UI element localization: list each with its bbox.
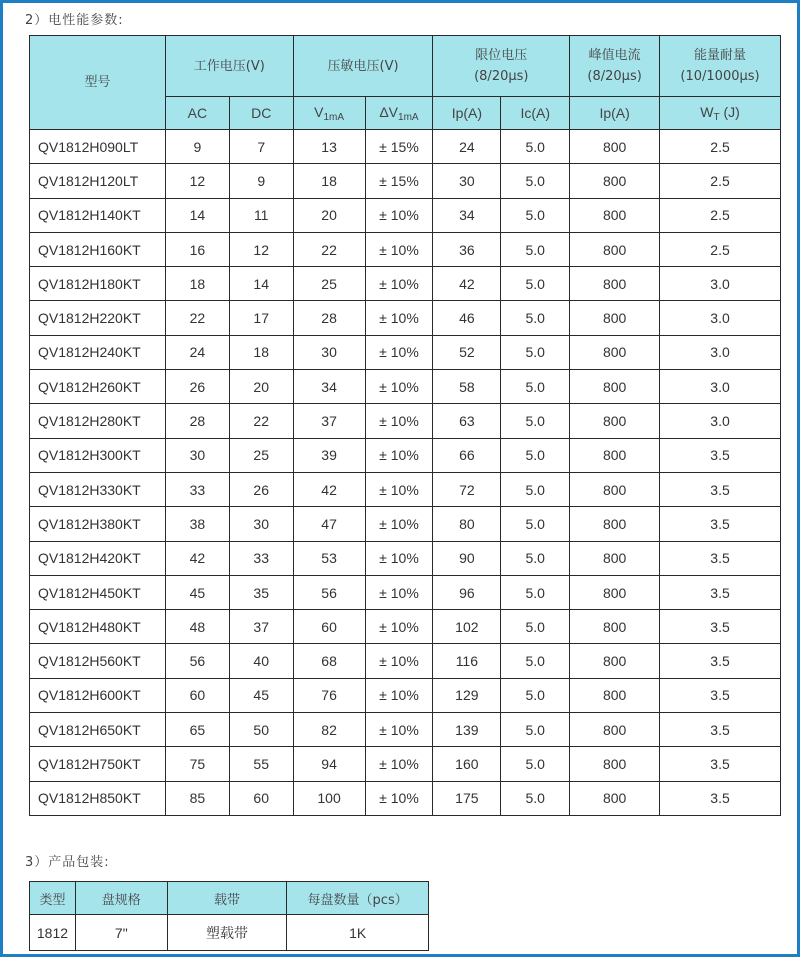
cell-ic: 5.0 bbox=[501, 301, 570, 335]
cell-ip-peak: 800 bbox=[570, 713, 660, 747]
table-row bbox=[30, 232, 781, 266]
cell-ic: 5.0 bbox=[501, 335, 570, 369]
packaging-header-row bbox=[30, 882, 429, 915]
cell-ip-peak: 800 bbox=[570, 164, 660, 198]
cell-dc: 35 bbox=[229, 575, 293, 609]
cell-ip-peak: 800 bbox=[570, 644, 660, 678]
cell-ac: 48 bbox=[165, 610, 229, 644]
cell-v1ma: 25 bbox=[293, 267, 365, 301]
cell-ic: 5.0 bbox=[501, 438, 570, 472]
table-row bbox=[30, 575, 781, 609]
cell-ic: 5.0 bbox=[501, 575, 570, 609]
cell-model: QV1812H330KT bbox=[30, 472, 166, 506]
cell-model: QV1812H750KT bbox=[30, 747, 166, 781]
cell-model: QV1812H120LT bbox=[30, 164, 166, 198]
table-row bbox=[30, 472, 781, 506]
cell-dv1ma: ± 10% bbox=[365, 747, 433, 781]
cell-ip: 52 bbox=[433, 335, 501, 369]
cell-ac: 56 bbox=[165, 644, 229, 678]
cell-dv1ma: ± 10% bbox=[365, 370, 433, 404]
spec-table-body bbox=[30, 130, 781, 816]
header-ip-peak: Ip(A) bbox=[570, 97, 660, 130]
pack-tape: 塑载带 bbox=[167, 915, 287, 951]
cell-ic: 5.0 bbox=[501, 541, 570, 575]
cell-dv1ma: ± 10% bbox=[365, 198, 433, 232]
cell-dc: 7 bbox=[229, 130, 293, 164]
cell-v1ma: 20 bbox=[293, 198, 365, 232]
header-energy bbox=[660, 36, 781, 97]
cell-ac: 24 bbox=[165, 335, 229, 369]
cell-wt: 3.0 bbox=[660, 301, 781, 335]
cell-dc: 40 bbox=[229, 644, 293, 678]
cell-dc: 9 bbox=[229, 164, 293, 198]
cell-ip: 102 bbox=[433, 610, 501, 644]
cell-ac: 22 bbox=[165, 301, 229, 335]
cell-model: QV1812H650KT bbox=[30, 713, 166, 747]
cell-ip: 160 bbox=[433, 747, 501, 781]
cell-v1ma: 94 bbox=[293, 747, 365, 781]
header-working-voltage: 工作电压(V) bbox=[165, 36, 293, 97]
cell-ip: 30 bbox=[433, 164, 501, 198]
cell-dv1ma: ± 10% bbox=[365, 610, 433, 644]
cell-dv1ma: ± 10% bbox=[365, 644, 433, 678]
cell-ic: 5.0 bbox=[501, 747, 570, 781]
cell-ic: 5.0 bbox=[501, 232, 570, 266]
peak-title: 峰值电流 bbox=[588, 48, 641, 63]
cell-ic: 5.0 bbox=[501, 472, 570, 506]
header-varistor-voltage: 压敏电压(V) bbox=[293, 36, 433, 97]
cell-wt: 3.0 bbox=[660, 404, 781, 438]
dv1ma-main: ΔV bbox=[379, 103, 399, 120]
cell-v1ma: 56 bbox=[293, 575, 365, 609]
cell-v1ma: 68 bbox=[293, 644, 365, 678]
cell-dv1ma: ± 10% bbox=[365, 781, 433, 815]
cell-ac: 28 bbox=[165, 404, 229, 438]
cell-model: QV1812H240KT bbox=[30, 335, 166, 369]
pack-header-quantity: 每盘数量（pcs） bbox=[287, 882, 429, 915]
table-row bbox=[30, 678, 781, 712]
cell-dv1ma: ± 10% bbox=[365, 232, 433, 266]
header-ic: Ic(A) bbox=[501, 97, 570, 130]
cell-wt: 3.5 bbox=[660, 781, 781, 815]
cell-dc: 50 bbox=[229, 713, 293, 747]
cell-wt: 3.5 bbox=[660, 678, 781, 712]
cell-dv1ma: ± 10% bbox=[365, 438, 433, 472]
pack-header-reel: 盘规格 bbox=[75, 882, 167, 915]
cell-ac: 85 bbox=[165, 781, 229, 815]
cell-wt: 2.5 bbox=[660, 232, 781, 266]
energy-title: 能量耐量 bbox=[694, 48, 747, 63]
cell-dc: 18 bbox=[229, 335, 293, 369]
table-row bbox=[30, 644, 781, 678]
cell-v1ma: 34 bbox=[293, 370, 365, 404]
cell-v1ma: 13 bbox=[293, 130, 365, 164]
wt-unit: (J) bbox=[719, 103, 740, 120]
table-row bbox=[30, 541, 781, 575]
cell-ac: 65 bbox=[165, 713, 229, 747]
cell-ip: 46 bbox=[433, 301, 501, 335]
header-clamp-voltage bbox=[433, 36, 570, 97]
cell-model: QV1812H600KT bbox=[30, 678, 166, 712]
cell-dv1ma: ± 10% bbox=[365, 301, 433, 335]
cell-dv1ma: ± 10% bbox=[365, 335, 433, 369]
cell-ip: 58 bbox=[433, 370, 501, 404]
cell-ip-peak: 800 bbox=[570, 472, 660, 506]
cell-model: QV1812H180KT bbox=[30, 267, 166, 301]
cell-v1ma: 42 bbox=[293, 472, 365, 506]
table-row bbox=[30, 335, 781, 369]
cell-ic: 5.0 bbox=[501, 781, 570, 815]
header-peak-current bbox=[570, 36, 660, 97]
cell-ac: 18 bbox=[165, 267, 229, 301]
cell-ip-peak: 800 bbox=[570, 335, 660, 369]
table-row bbox=[30, 301, 781, 335]
cell-v1ma: 76 bbox=[293, 678, 365, 712]
table-row bbox=[30, 404, 781, 438]
cell-ip: 139 bbox=[433, 713, 501, 747]
cell-wt: 3.5 bbox=[660, 644, 781, 678]
header-row-main bbox=[30, 36, 781, 97]
cell-dc: 25 bbox=[229, 438, 293, 472]
cell-dv1ma: ± 10% bbox=[365, 541, 433, 575]
cell-wt: 3.5 bbox=[660, 472, 781, 506]
cell-model: QV1812H480KT bbox=[30, 610, 166, 644]
cell-wt: 3.5 bbox=[660, 713, 781, 747]
cell-ac: 38 bbox=[165, 507, 229, 541]
cell-ip: 116 bbox=[433, 644, 501, 678]
cell-ac: 9 bbox=[165, 130, 229, 164]
cell-ac: 60 bbox=[165, 678, 229, 712]
section-title-packaging: 3）产品包装: bbox=[25, 855, 110, 870]
cell-ac: 26 bbox=[165, 370, 229, 404]
header-wt bbox=[660, 97, 781, 130]
cell-ic: 5.0 bbox=[501, 267, 570, 301]
section-title-electrical: 2）电性能参数: bbox=[25, 13, 124, 28]
pack-type: 1812 bbox=[30, 915, 76, 951]
cell-wt: 3.0 bbox=[660, 267, 781, 301]
pack-quantity: 1K bbox=[287, 915, 429, 951]
cell-dv1ma: ± 10% bbox=[365, 472, 433, 506]
cell-dc: 60 bbox=[229, 781, 293, 815]
cell-model: QV1812H450KT bbox=[30, 575, 166, 609]
cell-ip-peak: 800 bbox=[570, 747, 660, 781]
cell-wt: 3.5 bbox=[660, 541, 781, 575]
cell-ic: 5.0 bbox=[501, 130, 570, 164]
header-model: 型号 bbox=[30, 36, 166, 130]
cell-ip: 36 bbox=[433, 232, 501, 266]
table-row bbox=[30, 507, 781, 541]
cell-ic: 5.0 bbox=[501, 404, 570, 438]
cell-ac: 45 bbox=[165, 575, 229, 609]
cell-v1ma: 82 bbox=[293, 713, 365, 747]
cell-model: QV1812H420KT bbox=[30, 541, 166, 575]
cell-wt: 3.0 bbox=[660, 335, 781, 369]
cell-wt: 3.5 bbox=[660, 747, 781, 781]
cell-dc: 33 bbox=[229, 541, 293, 575]
pack-header-tape: 载带 bbox=[167, 882, 287, 915]
wt-sub: T bbox=[713, 111, 720, 123]
cell-ip-peak: 800 bbox=[570, 678, 660, 712]
cell-ac: 75 bbox=[165, 747, 229, 781]
spec-table bbox=[29, 35, 781, 816]
cell-ip-peak: 800 bbox=[570, 370, 660, 404]
cell-ip-peak: 800 bbox=[570, 267, 660, 301]
table-row bbox=[30, 130, 781, 164]
cell-model: QV1812H260KT bbox=[30, 370, 166, 404]
cell-dc: 37 bbox=[229, 610, 293, 644]
cell-v1ma: 22 bbox=[293, 232, 365, 266]
cell-model: QV1812H380KT bbox=[30, 507, 166, 541]
pack-header-type: 类型 bbox=[30, 882, 76, 915]
cell-model: QV1812H280KT bbox=[30, 404, 166, 438]
cell-ip: 80 bbox=[433, 507, 501, 541]
v1ma-sub: 1mA bbox=[323, 111, 345, 123]
cell-ip: 66 bbox=[433, 438, 501, 472]
table-row bbox=[30, 747, 781, 781]
cell-ic: 5.0 bbox=[501, 370, 570, 404]
cell-ip: 175 bbox=[433, 781, 501, 815]
cell-dc: 11 bbox=[229, 198, 293, 232]
cell-v1ma: 53 bbox=[293, 541, 365, 575]
cell-dc: 20 bbox=[229, 370, 293, 404]
energy-sub: (10/1000μs) bbox=[680, 69, 760, 84]
cell-ic: 5.0 bbox=[501, 678, 570, 712]
cell-dv1ma: ± 15% bbox=[365, 130, 433, 164]
cell-wt: 2.5 bbox=[660, 198, 781, 232]
cell-ip: 42 bbox=[433, 267, 501, 301]
packaging-row bbox=[30, 915, 429, 951]
cell-ip: 90 bbox=[433, 541, 501, 575]
cell-dc: 22 bbox=[229, 404, 293, 438]
pack-reel: 7" bbox=[75, 915, 167, 951]
header-ip: Ip(A) bbox=[433, 97, 501, 130]
cell-wt: 3.5 bbox=[660, 507, 781, 541]
cell-dv1ma: ± 10% bbox=[365, 575, 433, 609]
cell-ic: 5.0 bbox=[501, 198, 570, 232]
cell-ip: 72 bbox=[433, 472, 501, 506]
cell-dc: 17 bbox=[229, 301, 293, 335]
header-dc: DC bbox=[229, 97, 293, 130]
cell-wt: 3.5 bbox=[660, 610, 781, 644]
table-row bbox=[30, 198, 781, 232]
v1ma-main: V bbox=[314, 103, 324, 120]
cell-ip: 34 bbox=[433, 198, 501, 232]
cell-dv1ma: ± 10% bbox=[365, 267, 433, 301]
cell-ip-peak: 800 bbox=[570, 781, 660, 815]
cell-wt: 2.5 bbox=[660, 130, 781, 164]
cell-dv1ma: ± 10% bbox=[365, 507, 433, 541]
table-row bbox=[30, 370, 781, 404]
table-row bbox=[30, 781, 781, 815]
peak-sub: (8/20μs) bbox=[587, 69, 642, 84]
table-row bbox=[30, 438, 781, 472]
cell-dc: 45 bbox=[229, 678, 293, 712]
table-row bbox=[30, 267, 781, 301]
cell-model: QV1812H560KT bbox=[30, 644, 166, 678]
cell-ip-peak: 800 bbox=[570, 541, 660, 575]
cell-ip: 24 bbox=[433, 130, 501, 164]
cell-ip-peak: 800 bbox=[570, 507, 660, 541]
cell-model: QV1812H090LT bbox=[30, 130, 166, 164]
cell-ic: 5.0 bbox=[501, 713, 570, 747]
header-dv1ma bbox=[365, 97, 433, 130]
cell-ip-peak: 800 bbox=[570, 198, 660, 232]
cell-dc: 55 bbox=[229, 747, 293, 781]
cell-v1ma: 30 bbox=[293, 335, 365, 369]
clamp-title: 限位电压 bbox=[475, 48, 528, 63]
cell-model: QV1812H220KT bbox=[30, 301, 166, 335]
cell-wt: 3.5 bbox=[660, 438, 781, 472]
cell-wt: 3.5 bbox=[660, 575, 781, 609]
clamp-sub: (8/20μs) bbox=[474, 69, 529, 84]
cell-v1ma: 100 bbox=[293, 781, 365, 815]
cell-ip-peak: 800 bbox=[570, 438, 660, 472]
cell-model: QV1812H140KT bbox=[30, 198, 166, 232]
cell-wt: 2.5 bbox=[660, 164, 781, 198]
wt-main: W bbox=[700, 103, 714, 120]
cell-ip: 129 bbox=[433, 678, 501, 712]
cell-ip-peak: 800 bbox=[570, 404, 660, 438]
table-row bbox=[30, 164, 781, 198]
cell-v1ma: 28 bbox=[293, 301, 365, 335]
cell-ac: 14 bbox=[165, 198, 229, 232]
cell-ip: 63 bbox=[433, 404, 501, 438]
cell-ip-peak: 800 bbox=[570, 610, 660, 644]
cell-ac: 42 bbox=[165, 541, 229, 575]
header-ac: AC bbox=[165, 97, 229, 130]
cell-dc: 26 bbox=[229, 472, 293, 506]
cell-ac: 12 bbox=[165, 164, 229, 198]
cell-model: QV1812H160KT bbox=[30, 232, 166, 266]
cell-ic: 5.0 bbox=[501, 610, 570, 644]
cell-ac: 30 bbox=[165, 438, 229, 472]
cell-wt: 3.0 bbox=[660, 370, 781, 404]
cell-model: QV1812H850KT bbox=[30, 781, 166, 815]
table-row bbox=[30, 713, 781, 747]
cell-v1ma: 37 bbox=[293, 404, 365, 438]
cell-v1ma: 18 bbox=[293, 164, 365, 198]
dv1ma-sub: 1mA bbox=[398, 111, 419, 123]
cell-v1ma: 47 bbox=[293, 507, 365, 541]
cell-model: QV1812H300KT bbox=[30, 438, 166, 472]
cell-dv1ma: ± 15% bbox=[365, 164, 433, 198]
cell-ip-peak: 800 bbox=[570, 130, 660, 164]
cell-ip-peak: 800 bbox=[570, 575, 660, 609]
cell-ip-peak: 800 bbox=[570, 301, 660, 335]
table-row bbox=[30, 610, 781, 644]
cell-ip: 96 bbox=[433, 575, 501, 609]
cell-ip-peak: 800 bbox=[570, 232, 660, 266]
cell-v1ma: 39 bbox=[293, 438, 365, 472]
header-v1ma bbox=[293, 97, 365, 130]
cell-ac: 33 bbox=[165, 472, 229, 506]
cell-ac: 16 bbox=[165, 232, 229, 266]
cell-ic: 5.0 bbox=[501, 507, 570, 541]
cell-dc: 12 bbox=[229, 232, 293, 266]
cell-dc: 30 bbox=[229, 507, 293, 541]
cell-dc: 14 bbox=[229, 267, 293, 301]
cell-dv1ma: ± 10% bbox=[365, 678, 433, 712]
cell-ic: 5.0 bbox=[501, 644, 570, 678]
cell-dv1ma: ± 10% bbox=[365, 404, 433, 438]
cell-ic: 5.0 bbox=[501, 164, 570, 198]
packaging-table bbox=[29, 881, 429, 951]
cell-dv1ma: ± 10% bbox=[365, 713, 433, 747]
cell-v1ma: 60 bbox=[293, 610, 365, 644]
